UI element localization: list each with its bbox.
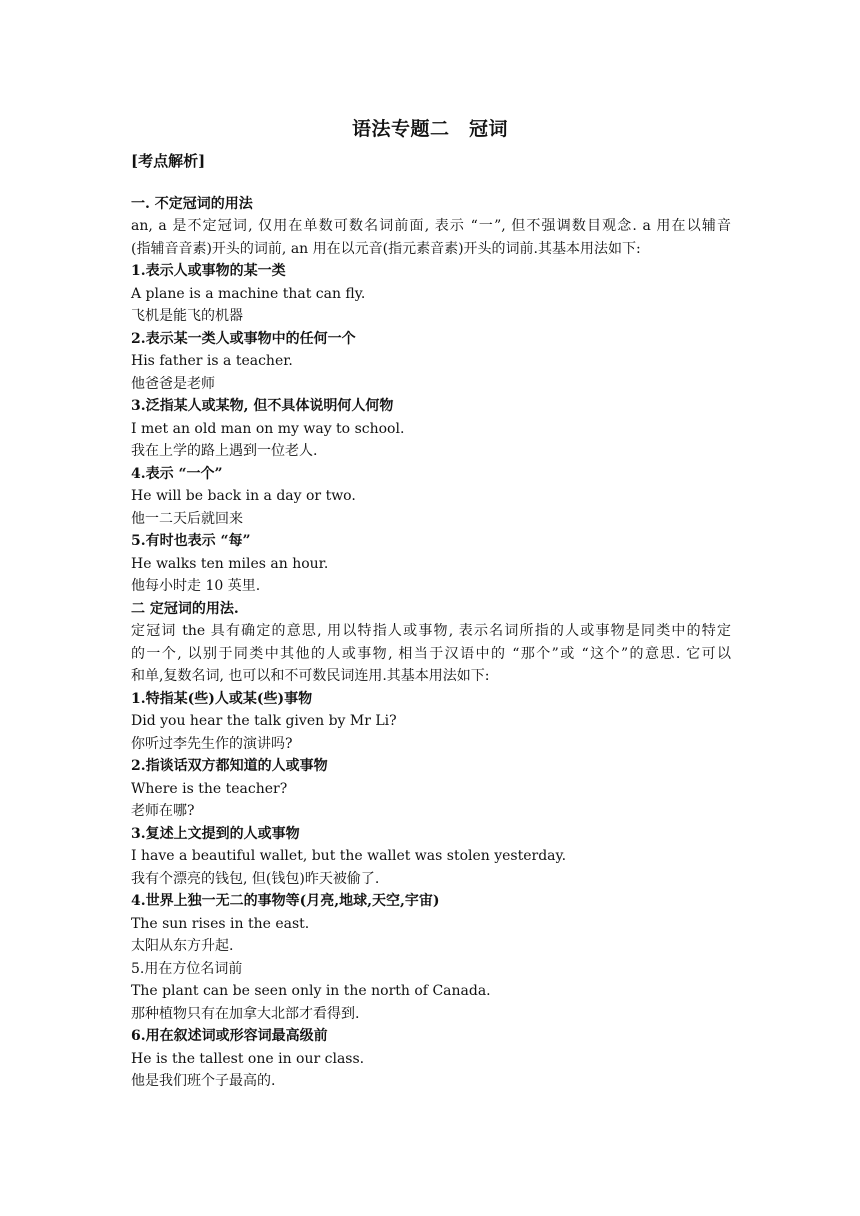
example-english: Where is the teacher? [131,780,288,797]
example-english: He is the tallest one in our class. [131,1050,365,1067]
example-chinese: 我在上学的路上遇到一位老人. [131,443,318,459]
paragraph-line: 和单,复数名词, 也可以和不可数民词连用.其基本用法如下: [131,668,490,684]
point-label: 4.世界上独一无二的事物等(月亮,地球,天空,宇宙) [131,893,440,909]
example-english: Did you hear the talk given by Mr Li? [131,713,397,729]
example-chinese: 那种植物只有在加拿大北部才看得到. [131,1005,360,1022]
point-label: 2.表示某一类人或事物中的任何一个 [131,330,356,347]
document-body [131,150,731,1093]
paragraph-line: 定冠词 the 具有确定的意思, 用以特指人或事物, 表示名词所指的人或事物是同类中的特定 [131,623,731,639]
section-heading: 一. 不定冠词的用法 [131,195,253,212]
example-chinese: 他一二天后就回来 [131,510,243,527]
example-english: The plant can be seen only in the north of Canada. [131,983,491,999]
example-english: A plane is a machine that can fly. [131,285,366,302]
example-chinese: 他爸爸是老师 [131,375,215,392]
point-label: 4.表示 “一个” [131,465,223,482]
paragraph-line: 的一个, 以别于同类中其他的人或事物, 相当于汉语中的 “那个”或 “这个”的意思. 它可以 [131,645,731,662]
example-chinese: 你听过李先生作的演讲吗? [131,735,293,752]
example-chinese: 太阳从东方升起. [131,938,234,954]
example-chinese: 我有个漂亮的钱包, 但(钱包)昨天被偷了. [131,870,380,887]
example-chinese: 飞机是能飞的机器 [131,308,243,324]
point-label: 1.特指某(些)人或某(些)事物 [131,690,313,707]
example-english: I met an old man on my way to school. [131,420,405,437]
point-label: 6.用在叙述词或形容词最高级前 [131,1028,328,1044]
section-label: [考点解析] [131,152,206,170]
point-label: 1.表示人或事物的某一类 [131,263,286,279]
example-english: I have a beautiful wallet, but the wallet was stolen yesterday. [131,848,567,864]
point-label: 5.有时也表示 “每” [131,533,251,549]
point-label: 3.复述上文提到的人或事物 [131,825,300,842]
example-english: The sun rises in the east. [131,915,310,932]
example-chinese: 他每小时走 10 英里. [131,578,261,594]
paragraph-line: (指辅音音素)开头的词前, an 用在以元音(指元素音素)开头的词前.其基本用法如下: [131,240,641,257]
example-english: He will be back in a day or two. [131,488,356,504]
example-chinese: 老师在哪? [131,803,195,819]
paragraph-line: an, a 是不定冠词, 仅用在单数可数名词前面, 表示 “一”, 但不强调数目观念. a 用在以辅音 [131,218,731,234]
example-chinese: 他是我们班个子最高的. [131,1073,276,1089]
point-label: 3.泛指某人或某物, 但不具体说明何人何物 [131,398,394,414]
section-heading: 二 定冠词的用法. [131,600,239,617]
point-label: 5.用在方位名词前 [131,960,243,977]
page-title: 语法专题二 冠词 [351,118,508,140]
point-label: 2.指谈话双方都知道的人或事物 [131,758,328,774]
example-english: His father is a teacher. [131,353,293,369]
example-english: He walks ten miles an hour. [131,555,329,572]
